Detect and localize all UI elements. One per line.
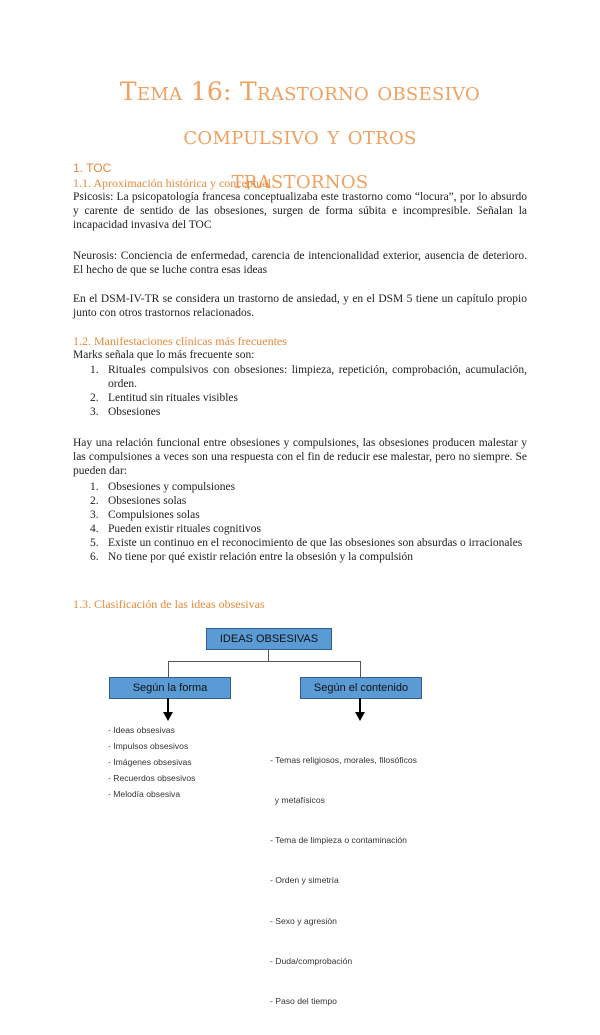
list-item bbox=[73, 494, 527, 508]
list-item bbox=[73, 405, 527, 419]
list-item bbox=[73, 508, 527, 522]
list-text: Obsesiones solas bbox=[108, 495, 187, 507]
list-item bbox=[73, 536, 527, 550]
diagram-left-box: Según la forma bbox=[109, 677, 231, 699]
paragraph-psicosis: Psicosis: La psicopatología francesa conceptualizaba este trastorno como “locura”, por lo absurdo y carente de sentido de las obsesiones, surgen de forma súbita e incompresible. Señalan la incapacidad invasiva del TOC bbox=[73, 191, 527, 231]
list-number: 5. bbox=[90, 537, 99, 549]
list-text: Compulsiones solas bbox=[108, 509, 200, 521]
list-item bbox=[73, 522, 527, 536]
list-number: 1. bbox=[90, 364, 99, 376]
list-item: - Sexo y agresión bbox=[270, 915, 337, 926]
list-number: 2. bbox=[90, 495, 99, 507]
list-number: 3. bbox=[90, 406, 99, 418]
paragraph-marks: Marks señala que lo más frecuente son: bbox=[73, 349, 255, 361]
connector-line bbox=[268, 649, 269, 661]
connector-line bbox=[360, 661, 361, 677]
list-item bbox=[73, 550, 527, 564]
down-arrow-icon bbox=[161, 698, 175, 722]
list-number: 6. bbox=[90, 551, 99, 563]
connector-line bbox=[168, 661, 361, 662]
list-item: - Orden y simetría bbox=[270, 875, 339, 886]
connector-line bbox=[168, 661, 169, 677]
list-text: Existe un continuo en el reconocimiento de que las obsesiones son absurdas o irracionales bbox=[108, 537, 523, 549]
list-item: y metafísicos bbox=[270, 795, 325, 806]
paragraph-dsm: En el DSM-IV-TR se considera un trastorno de ansiedad, y en el DSM 5 tiene un capítulo propio junto con otros trastornos relacionados. bbox=[73, 293, 527, 319]
list-text: Obsesiones bbox=[108, 406, 161, 418]
list-item bbox=[73, 391, 527, 405]
right-items-list bbox=[270, 727, 417, 1035]
list-item: - Imágenes obsesivas bbox=[108, 757, 192, 767]
list-item: - Paso del tiempo bbox=[270, 996, 337, 1007]
list-text: Pueden existir rituales cognitivos bbox=[108, 523, 261, 535]
title-line-1: Tema 16: Trastorno obsesivo compulsivo y otros bbox=[119, 77, 481, 150]
paragraph-neurosis: Neurosis: Conciencia de enfermedad, carencia de intencionalidad exterior, ausencia de deterioro. El hecho de que se luche contra esas ideas bbox=[73, 250, 527, 276]
list-number: 3. bbox=[90, 509, 99, 521]
list-item bbox=[73, 480, 527, 494]
list-manifestaciones bbox=[73, 363, 527, 419]
down-arrow-icon bbox=[353, 698, 367, 722]
diagram-right-box: Según el contenido bbox=[300, 677, 422, 699]
left-items-list bbox=[108, 722, 195, 802]
list-item: - Tema de limpieza o contaminación bbox=[270, 835, 407, 846]
paragraph-relacion: Hay una relación funcional entre obsesiones y compulsiones, las obsesiones producen malestar y las compulsiones a veces son una respuesta con el fin de reducir ese malestar, pero no siempre. Se pueden dar: bbox=[73, 437, 527, 477]
subsection-heading-1-1: 1.1. Aproximación histórica y conceptual bbox=[73, 176, 271, 190]
list-number: 1. bbox=[90, 481, 99, 493]
list-number: 4. bbox=[90, 523, 99, 535]
list-text: Rituales compulsivos con obsesiones: limpieza, repetición, comprobación, acumulación, orden. bbox=[108, 364, 527, 390]
list-item: - Temas religiosos, morales, filosóficos bbox=[270, 754, 417, 765]
diagram-root-box: IDEAS OBSESIVAS bbox=[206, 628, 332, 650]
list-text: No tiene por qué existir relación entre la obsesión y la compulsión bbox=[108, 551, 413, 563]
section-heading-toc: 1. TOC bbox=[73, 161, 112, 175]
list-item: - Ideas obsesivas bbox=[108, 725, 175, 735]
list-item: - Recuerdos obsesivos bbox=[108, 773, 196, 783]
title-line-2: trastornos bbox=[231, 165, 369, 194]
list-item bbox=[73, 363, 527, 391]
list-combinaciones bbox=[73, 480, 527, 564]
list-item: - Melodía obsesiva bbox=[108, 789, 181, 799]
list-item: - Duda/comprobación bbox=[270, 955, 353, 966]
list-item: - Impulsos obsesivos bbox=[108, 741, 189, 751]
subsection-heading-1-3: 1.3. Clasificación de las ideas obsesivas bbox=[73, 597, 265, 611]
list-text: Obsesiones y compulsiones bbox=[108, 481, 236, 493]
subsection-heading-1-2: 1.2. Manifestaciones clínicas más frecuentes bbox=[73, 334, 287, 348]
list-text: Lentitud sin rituales visibles bbox=[108, 392, 238, 404]
list-number: 2. bbox=[90, 392, 99, 404]
